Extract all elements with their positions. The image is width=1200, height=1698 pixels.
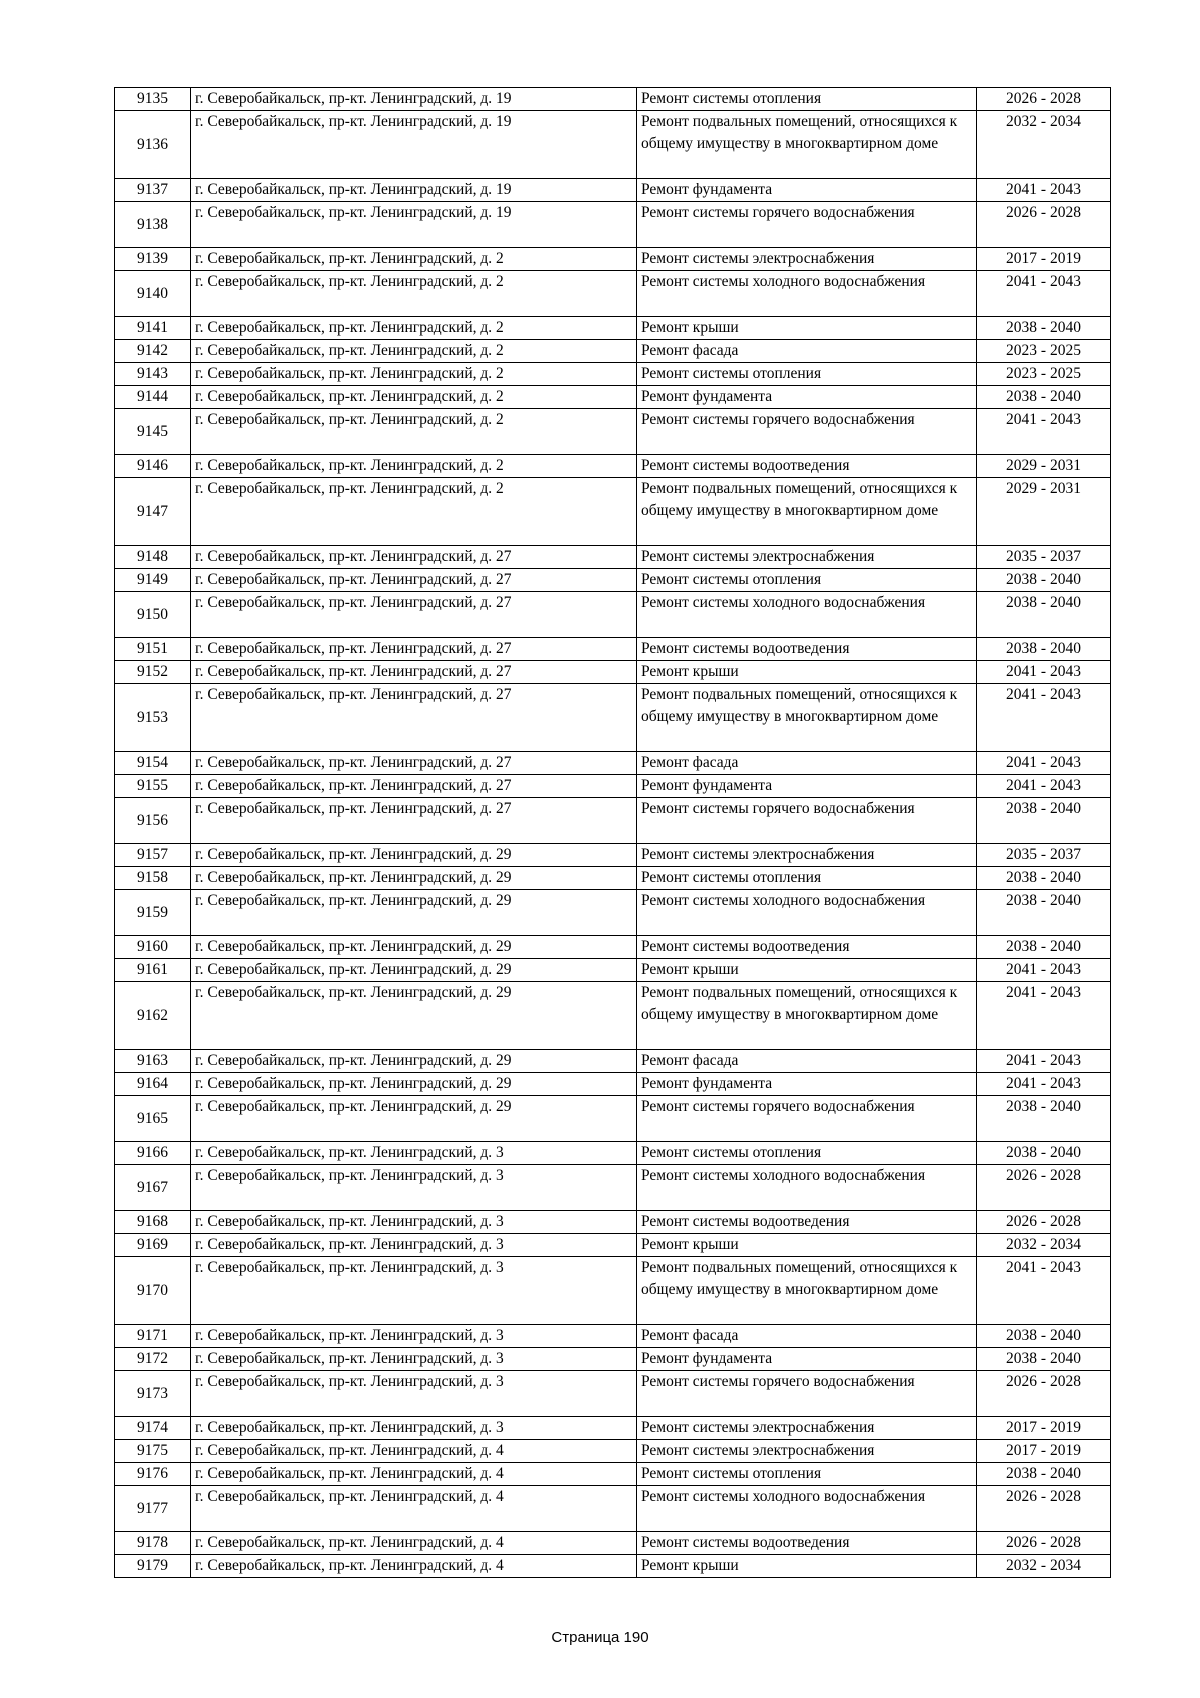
work-type-cell: Ремонт подвальных помещений, относящихся к общему имуществу в многоквартирном доме <box>637 684 977 752</box>
row-number-cell: 9159 <box>115 890 191 936</box>
work-type-cell: Ремонт подвальных помещений, относящихся к общему имуществу в многоквартирном доме <box>637 478 977 546</box>
row-number-cell: 9158 <box>115 867 191 890</box>
address-cell: г. Северобайкальск, пр-кт. Ленинградский, д. 29 <box>191 890 637 936</box>
address-cell: г. Северобайкальск, пр-кт. Ленинградский, д. 29 <box>191 1050 637 1073</box>
period-cell: 2035 - 2037 <box>977 844 1111 867</box>
address-cell: г. Северобайкальск, пр-кт. Ленинградский, д. 3 <box>191 1325 637 1348</box>
work-type-cell: Ремонт крыши <box>637 959 977 982</box>
period-cell: 2026 - 2028 <box>977 88 1111 111</box>
row-number-cell: 9165 <box>115 1096 191 1142</box>
work-type-cell: Ремонт системы горячего водоснабжения <box>637 202 977 248</box>
period-cell: 2017 - 2019 <box>977 1417 1111 1440</box>
address-cell: г. Северобайкальск, пр-кт. Ленинградский, д. 29 <box>191 867 637 890</box>
row-number-cell: 9170 <box>115 1257 191 1325</box>
table-row <box>115 409 1111 455</box>
period-cell: 2041 - 2043 <box>977 661 1111 684</box>
row-number-cell: 9140 <box>115 271 191 317</box>
table-row <box>115 386 1111 409</box>
work-type-cell: Ремонт крыши <box>637 1234 977 1257</box>
address-cell: г. Северобайкальск, пр-кт. Ленинградский, д. 27 <box>191 592 637 638</box>
period-cell: 2038 - 2040 <box>977 317 1111 340</box>
period-cell: 2026 - 2028 <box>977 1371 1111 1417</box>
address-cell: г. Северобайкальск, пр-кт. Ленинградский, д. 3 <box>191 1142 637 1165</box>
table-row <box>115 88 1111 111</box>
address-cell: г. Северобайкальск, пр-кт. Ленинградский, д. 4 <box>191 1440 637 1463</box>
row-number-cell: 9142 <box>115 340 191 363</box>
period-cell: 2029 - 2031 <box>977 455 1111 478</box>
work-type-cell: Ремонт крыши <box>637 1555 977 1578</box>
address-cell: г. Северобайкальск, пр-кт. Ленинградский, д. 29 <box>191 982 637 1050</box>
table-row <box>115 959 1111 982</box>
work-type-cell: Ремонт фасада <box>637 1325 977 1348</box>
row-number-cell: 9174 <box>115 1417 191 1440</box>
work-type-cell: Ремонт фундамента <box>637 1348 977 1371</box>
table-row <box>115 684 1111 752</box>
work-type-cell: Ремонт системы электроснабжения <box>637 1440 977 1463</box>
table-row <box>115 111 1111 179</box>
table-row <box>115 1257 1111 1325</box>
period-cell: 2026 - 2028 <box>977 202 1111 248</box>
work-type-cell: Ремонт системы водоотведения <box>637 455 977 478</box>
address-cell: г. Северобайкальск, пр-кт. Ленинградский, д. 3 <box>191 1257 637 1325</box>
work-type-cell: Ремонт системы водоотведения <box>637 1211 977 1234</box>
table-row <box>115 1234 1111 1257</box>
table-row <box>115 1348 1111 1371</box>
row-number-cell: 9148 <box>115 546 191 569</box>
row-number-cell: 9167 <box>115 1165 191 1211</box>
row-number-cell: 9156 <box>115 798 191 844</box>
table-row <box>115 1440 1111 1463</box>
work-type-cell: Ремонт фундамента <box>637 775 977 798</box>
work-type-cell: Ремонт системы горячего водоснабжения <box>637 409 977 455</box>
table-row <box>115 844 1111 867</box>
address-cell: г. Северобайкальск, пр-кт. Ленинградский, д. 4 <box>191 1532 637 1555</box>
row-number-cell: 9179 <box>115 1555 191 1578</box>
address-cell: г. Северобайкальск, пр-кт. Ленинградский, д. 2 <box>191 363 637 386</box>
table-row <box>115 179 1111 202</box>
table-row <box>115 638 1111 661</box>
period-cell: 2038 - 2040 <box>977 798 1111 844</box>
address-cell: г. Северобайкальск, пр-кт. Ленинградский, д. 27 <box>191 569 637 592</box>
address-cell: г. Северобайкальск, пр-кт. Ленинградский, д. 4 <box>191 1555 637 1578</box>
work-type-cell: Ремонт фасада <box>637 1050 977 1073</box>
table-row <box>115 1165 1111 1211</box>
address-cell: г. Северобайкальск, пр-кт. Ленинградский, д. 2 <box>191 478 637 546</box>
address-cell: г. Северобайкальск, пр-кт. Ленинградский, д. 2 <box>191 386 637 409</box>
address-cell: г. Северобайкальск, пр-кт. Ленинградский, д. 2 <box>191 340 637 363</box>
row-number-cell: 9152 <box>115 661 191 684</box>
period-cell: 2038 - 2040 <box>977 890 1111 936</box>
work-type-cell: Ремонт системы отопления <box>637 363 977 386</box>
work-type-cell: Ремонт крыши <box>637 317 977 340</box>
address-cell: г. Северобайкальск, пр-кт. Ленинградский, д. 3 <box>191 1348 637 1371</box>
table-row <box>115 248 1111 271</box>
address-cell: г. Северобайкальск, пр-кт. Ленинградский, д. 3 <box>191 1211 637 1234</box>
work-type-cell: Ремонт системы электроснабжения <box>637 1417 977 1440</box>
work-type-cell: Ремонт крыши <box>637 661 977 684</box>
period-cell: 2038 - 2040 <box>977 386 1111 409</box>
address-cell: г. Северобайкальск, пр-кт. Ленинградский, д. 27 <box>191 638 637 661</box>
row-number-cell: 9178 <box>115 1532 191 1555</box>
work-type-cell: Ремонт системы водоотведения <box>637 1532 977 1555</box>
table-row <box>115 1073 1111 1096</box>
row-number-cell: 9135 <box>115 88 191 111</box>
address-cell: г. Северобайкальск, пр-кт. Ленинградский, д. 27 <box>191 684 637 752</box>
table-row <box>115 1096 1111 1142</box>
row-number-cell: 9155 <box>115 775 191 798</box>
row-number-cell: 9139 <box>115 248 191 271</box>
row-number-cell: 9149 <box>115 569 191 592</box>
row-number-cell: 9136 <box>115 111 191 179</box>
address-cell: г. Северобайкальск, пр-кт. Ленинградский, д. 2 <box>191 317 637 340</box>
table-row <box>115 752 1111 775</box>
work-type-cell: Ремонт системы электроснабжения <box>637 844 977 867</box>
period-cell: 2038 - 2040 <box>977 638 1111 661</box>
work-type-cell: Ремонт системы отопления <box>637 569 977 592</box>
table-row <box>115 271 1111 317</box>
row-number-cell: 9143 <box>115 363 191 386</box>
row-number-cell: 9153 <box>115 684 191 752</box>
row-number-cell: 9154 <box>115 752 191 775</box>
work-type-cell: Ремонт фундамента <box>637 386 977 409</box>
address-cell: г. Северобайкальск, пр-кт. Ленинградский, д. 27 <box>191 546 637 569</box>
work-type-cell: Ремонт системы горячего водоснабжения <box>637 798 977 844</box>
row-number-cell: 9141 <box>115 317 191 340</box>
table-row <box>115 1463 1111 1486</box>
row-number-cell: 9161 <box>115 959 191 982</box>
table-row <box>115 1142 1111 1165</box>
address-cell: г. Северобайкальск, пр-кт. Ленинградский, д. 2 <box>191 455 637 478</box>
table-row <box>115 202 1111 248</box>
table-row <box>115 1532 1111 1555</box>
period-cell: 2041 - 2043 <box>977 959 1111 982</box>
period-cell: 2032 - 2034 <box>977 1234 1111 1257</box>
period-cell: 2041 - 2043 <box>977 271 1111 317</box>
period-cell: 2041 - 2043 <box>977 179 1111 202</box>
row-number-cell: 9150 <box>115 592 191 638</box>
row-number-cell: 9171 <box>115 1325 191 1348</box>
address-cell: г. Северобайкальск, пр-кт. Ленинградский, д. 27 <box>191 752 637 775</box>
period-cell: 2038 - 2040 <box>977 569 1111 592</box>
table-row <box>115 317 1111 340</box>
work-type-cell: Ремонт системы отопления <box>637 1463 977 1486</box>
table-row <box>115 1050 1111 1073</box>
address-cell: г. Северобайкальск, пр-кт. Ленинградский, д. 3 <box>191 1371 637 1417</box>
period-cell: 2038 - 2040 <box>977 936 1111 959</box>
row-number-cell: 9176 <box>115 1463 191 1486</box>
period-cell: 2041 - 2043 <box>977 684 1111 752</box>
table-row <box>115 569 1111 592</box>
address-cell: г. Северобайкальск, пр-кт. Ленинградский, д. 2 <box>191 409 637 455</box>
address-cell: г. Северобайкальск, пр-кт. Ленинградский, д. 27 <box>191 661 637 684</box>
period-cell: 2038 - 2040 <box>977 867 1111 890</box>
address-cell: г. Северобайкальск, пр-кт. Ленинградский, д. 29 <box>191 1073 637 1096</box>
work-type-cell: Ремонт системы холодного водоснабжения <box>637 1165 977 1211</box>
table-row <box>115 798 1111 844</box>
period-cell: 2038 - 2040 <box>977 1142 1111 1165</box>
address-cell: г. Северобайкальск, пр-кт. Ленинградский, д. 27 <box>191 775 637 798</box>
row-number-cell: 9146 <box>115 455 191 478</box>
address-cell: г. Северобайкальск, пр-кт. Ленинградский, д. 19 <box>191 88 637 111</box>
row-number-cell: 9166 <box>115 1142 191 1165</box>
work-type-cell: Ремонт системы горячего водоснабжения <box>637 1096 977 1142</box>
period-cell: 2041 - 2043 <box>977 752 1111 775</box>
work-type-cell: Ремонт системы холодного водоснабжения <box>637 592 977 638</box>
address-cell: г. Северобайкальск, пр-кт. Ленинградский, д. 19 <box>191 111 637 179</box>
work-type-cell: Ремонт фасада <box>637 752 977 775</box>
table-row <box>115 455 1111 478</box>
work-type-cell: Ремонт системы электроснабжения <box>637 546 977 569</box>
address-cell: г. Северобайкальск, пр-кт. Ленинградский, д. 3 <box>191 1234 637 1257</box>
period-cell: 2026 - 2028 <box>977 1165 1111 1211</box>
work-type-cell: Ремонт фасада <box>637 340 977 363</box>
work-type-cell: Ремонт системы водоотведения <box>637 936 977 959</box>
period-cell: 2038 - 2040 <box>977 1348 1111 1371</box>
address-cell: г. Северобайкальск, пр-кт. Ленинградский, д. 29 <box>191 936 637 959</box>
period-cell: 2038 - 2040 <box>977 1463 1111 1486</box>
address-cell: г. Северобайкальск, пр-кт. Ленинградский, д. 29 <box>191 844 637 867</box>
table-body <box>115 88 1111 1578</box>
address-cell: г. Северобайкальск, пр-кт. Ленинградский, д. 3 <box>191 1417 637 1440</box>
period-cell: 2038 - 2040 <box>977 1325 1111 1348</box>
period-cell: 2023 - 2025 <box>977 340 1111 363</box>
work-type-cell: Ремонт системы отопления <box>637 88 977 111</box>
row-number-cell: 9163 <box>115 1050 191 1073</box>
period-cell: 2041 - 2043 <box>977 1257 1111 1325</box>
row-number-cell: 9160 <box>115 936 191 959</box>
table-row <box>115 592 1111 638</box>
row-number-cell: 9162 <box>115 982 191 1050</box>
row-number-cell: 9172 <box>115 1348 191 1371</box>
row-number-cell: 9164 <box>115 1073 191 1096</box>
address-cell: г. Северобайкальск, пр-кт. Ленинградский, д. 27 <box>191 798 637 844</box>
row-number-cell: 9157 <box>115 844 191 867</box>
work-type-cell: Ремонт системы холодного водоснабжения <box>637 271 977 317</box>
table-row <box>115 340 1111 363</box>
period-cell: 2041 - 2043 <box>977 775 1111 798</box>
address-cell: г. Северобайкальск, пр-кт. Ленинградский, д. 3 <box>191 1165 637 1211</box>
table-row <box>115 775 1111 798</box>
period-cell: 2041 - 2043 <box>977 982 1111 1050</box>
work-type-cell: Ремонт системы отопления <box>637 867 977 890</box>
table-row <box>115 936 1111 959</box>
work-type-cell: Ремонт фундамента <box>637 179 977 202</box>
work-type-cell: Ремонт системы электроснабжения <box>637 248 977 271</box>
work-type-cell: Ремонт подвальных помещений, относящихся к общему имуществу в многоквартирном доме <box>637 982 977 1050</box>
work-type-cell: Ремонт системы водоотведения <box>637 638 977 661</box>
period-cell: 2038 - 2040 <box>977 1096 1111 1142</box>
period-cell: 2032 - 2034 <box>977 1555 1111 1578</box>
work-type-cell: Ремонт фундамента <box>637 1073 977 1096</box>
work-type-cell: Ремонт системы холодного водоснабжения <box>637 890 977 936</box>
period-cell: 2026 - 2028 <box>977 1211 1111 1234</box>
table-row <box>115 478 1111 546</box>
period-cell: 2041 - 2043 <box>977 409 1111 455</box>
row-number-cell: 9151 <box>115 638 191 661</box>
row-number-cell: 9169 <box>115 1234 191 1257</box>
table-row <box>115 1555 1111 1578</box>
table-row <box>115 1371 1111 1417</box>
address-cell: г. Северобайкальск, пр-кт. Ленинградский, д. 4 <box>191 1486 637 1532</box>
repair-schedule-table <box>114 87 1111 1578</box>
table-row <box>115 546 1111 569</box>
row-number-cell: 9145 <box>115 409 191 455</box>
table-row <box>115 982 1111 1050</box>
work-type-cell: Ремонт системы холодного водоснабжения <box>637 1486 977 1532</box>
address-cell: г. Северобайкальск, пр-кт. Ленинградский, д. 2 <box>191 248 637 271</box>
period-cell: 2026 - 2028 <box>977 1532 1111 1555</box>
table-row <box>115 661 1111 684</box>
address-cell: г. Северобайкальск, пр-кт. Ленинградский, д. 4 <box>191 1463 637 1486</box>
row-number-cell: 9137 <box>115 179 191 202</box>
period-cell: 2032 - 2034 <box>977 111 1111 179</box>
address-cell: г. Северобайкальск, пр-кт. Ленинградский, д. 19 <box>191 179 637 202</box>
work-type-cell: Ремонт подвальных помещений, относящихся к общему имуществу в многоквартирном доме <box>637 111 977 179</box>
row-number-cell: 9138 <box>115 202 191 248</box>
page-number: Страница 190 <box>551 1629 649 1646</box>
address-cell: г. Северобайкальск, пр-кт. Ленинградский, д. 2 <box>191 271 637 317</box>
work-type-cell: Ремонт системы отопления <box>637 1142 977 1165</box>
work-type-cell: Ремонт системы горячего водоснабжения <box>637 1371 977 1417</box>
address-cell: г. Северобайкальск, пр-кт. Ленинградский, д. 29 <box>191 959 637 982</box>
period-cell: 2023 - 2025 <box>977 363 1111 386</box>
table-row <box>115 1211 1111 1234</box>
period-cell: 2017 - 2019 <box>977 1440 1111 1463</box>
period-cell: 2029 - 2031 <box>977 478 1111 546</box>
work-type-cell: Ремонт подвальных помещений, относящихся к общему имуществу в многоквартирном доме <box>637 1257 977 1325</box>
address-cell: г. Северобайкальск, пр-кт. Ленинградский, д. 19 <box>191 202 637 248</box>
row-number-cell: 9173 <box>115 1371 191 1417</box>
period-cell: 2017 - 2019 <box>977 248 1111 271</box>
period-cell: 2026 - 2028 <box>977 1486 1111 1532</box>
period-cell: 2041 - 2043 <box>977 1073 1111 1096</box>
table-row <box>115 890 1111 936</box>
table-row <box>115 1486 1111 1532</box>
period-cell: 2041 - 2043 <box>977 1050 1111 1073</box>
table-row <box>115 1417 1111 1440</box>
row-number-cell: 9175 <box>115 1440 191 1463</box>
row-number-cell: 9177 <box>115 1486 191 1532</box>
period-cell: 2035 - 2037 <box>977 546 1111 569</box>
row-number-cell: 9144 <box>115 386 191 409</box>
table-row <box>115 1325 1111 1348</box>
address-cell: г. Северобайкальск, пр-кт. Ленинградский, д. 29 <box>191 1096 637 1142</box>
row-number-cell: 9147 <box>115 478 191 546</box>
table-row <box>115 363 1111 386</box>
table-row <box>115 867 1111 890</box>
row-number-cell: 9168 <box>115 1211 191 1234</box>
period-cell: 2038 - 2040 <box>977 592 1111 638</box>
